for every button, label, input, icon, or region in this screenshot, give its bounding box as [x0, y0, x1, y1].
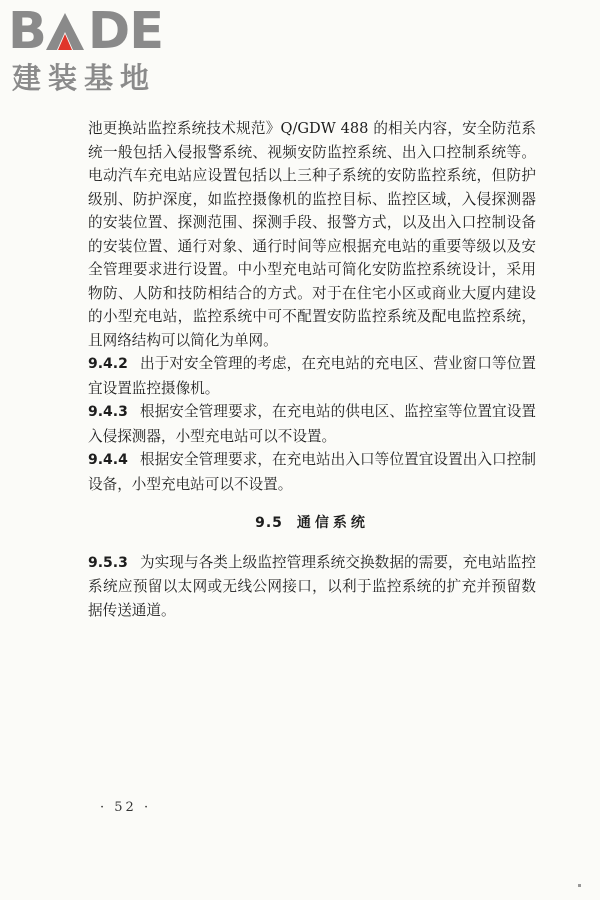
page-body: [88, 117, 536, 622]
clause-number: 9.4.3: [88, 404, 128, 420]
logo-subtitle: 建装基地: [12, 61, 157, 95]
clause-number: 9.5.3: [88, 554, 128, 571]
logo-wordmark: [8, 2, 164, 61]
clause-9-4-2: [88, 352, 536, 400]
logo-letter-b: B: [8, 2, 46, 61]
section-number: 9.5: [255, 515, 283, 531]
clause-text: 出于对安全管理的考虑，在充电站的充电区、营业窗口等位置宜设置监控摄像机。: [88, 355, 536, 397]
section-title: 通信系统: [296, 515, 369, 531]
clause-9-4-4: [88, 448, 536, 496]
section-heading: [88, 512, 536, 536]
scan-speck: [578, 884, 581, 887]
logo-letter-a: [46, 6, 88, 58]
clause-text: 根据安全管理要求，在充电站出入口等位置宜设置出入口控制设备，小型充电站可以不设置。: [88, 451, 536, 493]
bade-logo: [8, 2, 178, 98]
continuation-paragraph: 池更换站监控系统技术规范》Q/GDW 488 的相关内容，安全防范系统一般包括入侵报警系统、视频安防监控系统、出入口控制系统等。电动汽车充电站应设置包括以上三种子系统的安防监控系统，但防护级别、防护深度，如监控摄像机的监控目标、监控区域，入侵探测器的安装位置、探测范围、探测手段、报警方式，以及出入口控制设备的安装位置、通行对象、通行时间等应根据充电站的重要等级以及安全管理要求进行设置。中小型充电站可简化安防监控系统设计，采用物防、人防和技防相结合的方式。对于在住宅小区或商业大厦内建设的小型充电站，监控系统中可不配置安防监控系统及配电监控系统，且网络结构可以简化为单网。: [88, 120, 536, 349]
clause-9-5-3: [88, 551, 536, 623]
clause-text: 为实现与各类上级监控管理系统交换数据的需要，充电站监控系统应预留以太网或无线公网接口，以利于监控系统的扩充并预留数据传送通道。: [88, 553, 536, 619]
logo-letters-de: DE: [87, 2, 164, 61]
clause-9-4-3: [88, 400, 536, 448]
clause-number: 9.4.2: [88, 356, 128, 372]
logo-a-triangle-icon: [45, 12, 85, 52]
clause-text: 根据安全管理要求，在充电站的供电区、监控室等位置宜设置入侵探测器，小型充电站可以不设置。: [88, 403, 536, 445]
page-number: · 52 ·: [100, 800, 152, 815]
clause-number: 9.4.4: [88, 452, 128, 468]
